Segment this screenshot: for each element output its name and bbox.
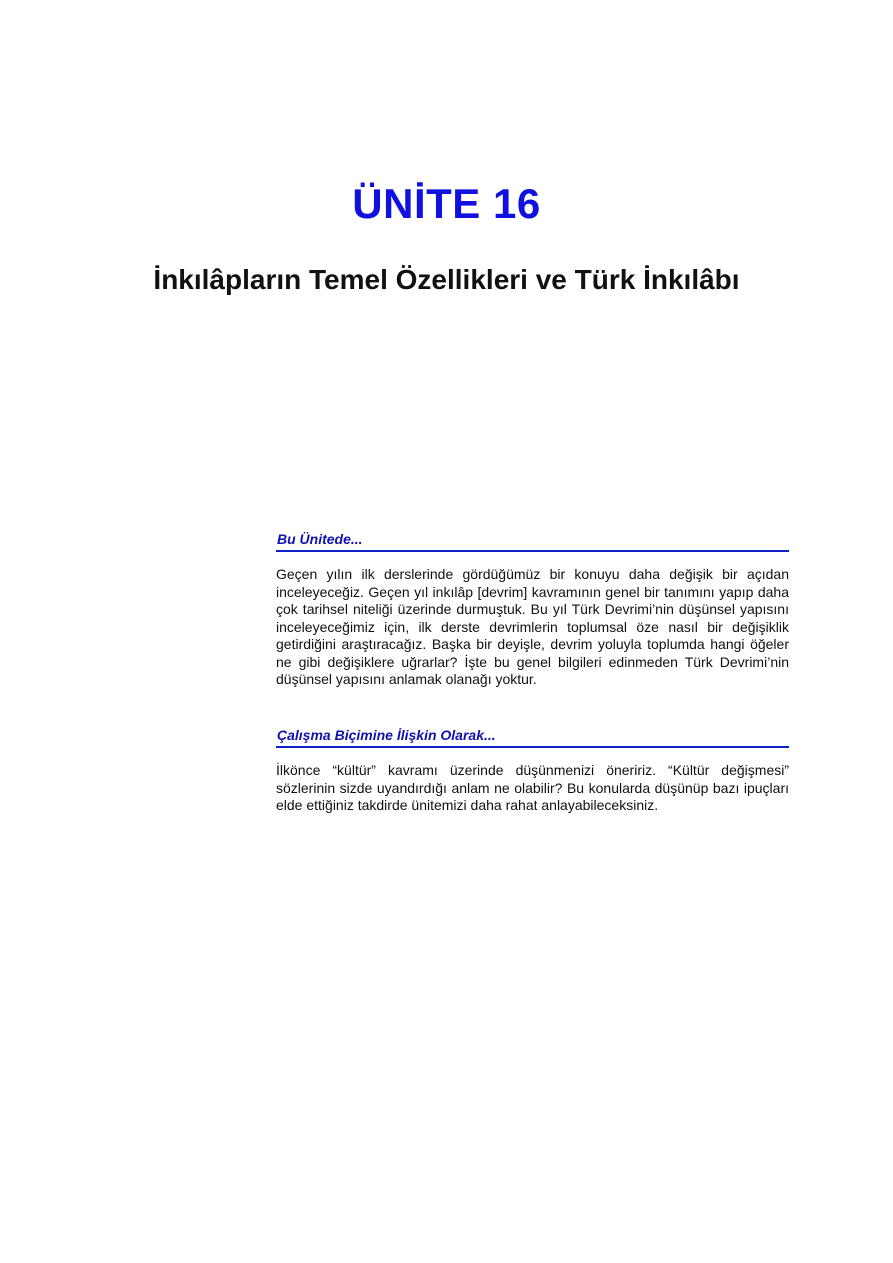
unit-subtitle: İnkılâpların Temel Özellikleri ve Türk İnkılâbı: [153, 264, 740, 295]
section-heading: Çalışma Biçimine İlişkin Olarak...: [276, 727, 789, 748]
section-heading: Bu Ünitede...: [276, 531, 789, 552]
section-intro: [276, 531, 789, 689]
unit-title: ÜNİTE 16: [352, 180, 541, 227]
section-study-method: [276, 727, 789, 815]
section-body: Geçen yılın ilk derslerinde gördüğümüz bir konuyu daha değişik bir açıdan inceleyeceğiz. Geçen yıl inkılâp [devrim] kavramının genel bir tanımını yapıp daha çok tarihsel niteliği üzerinde durmuştuk. Bu yıl Türk Devrimi’nin düşünsel yapısını inceleyeceğimiz için, ilk derste devrimlerin toplumsal öze nasıl bir değişiklik getirdiğini araştıracağız. Başka bir deyişle, devrim yoluyla toplumda hangi öğeler ne gibi değişiklere uğrarlar? İşte bu genel bilgileri edinmeden Türk Devrimi’nin düşünsel yapısını anlamak olanağı yoktur.: [276, 566, 789, 687]
section-body: İlkönce “kültür” kavramı üzerinde düşünmenizi öneririz. “Kültür değişmesi” sözlerinin sizde uyandırdığı anlam ne olabilir? Bu konularda düşünüp bazı ipuçları elde ettiğiniz takdirde ünitemizi daha rahat anlayabileceksiniz.: [276, 762, 789, 813]
